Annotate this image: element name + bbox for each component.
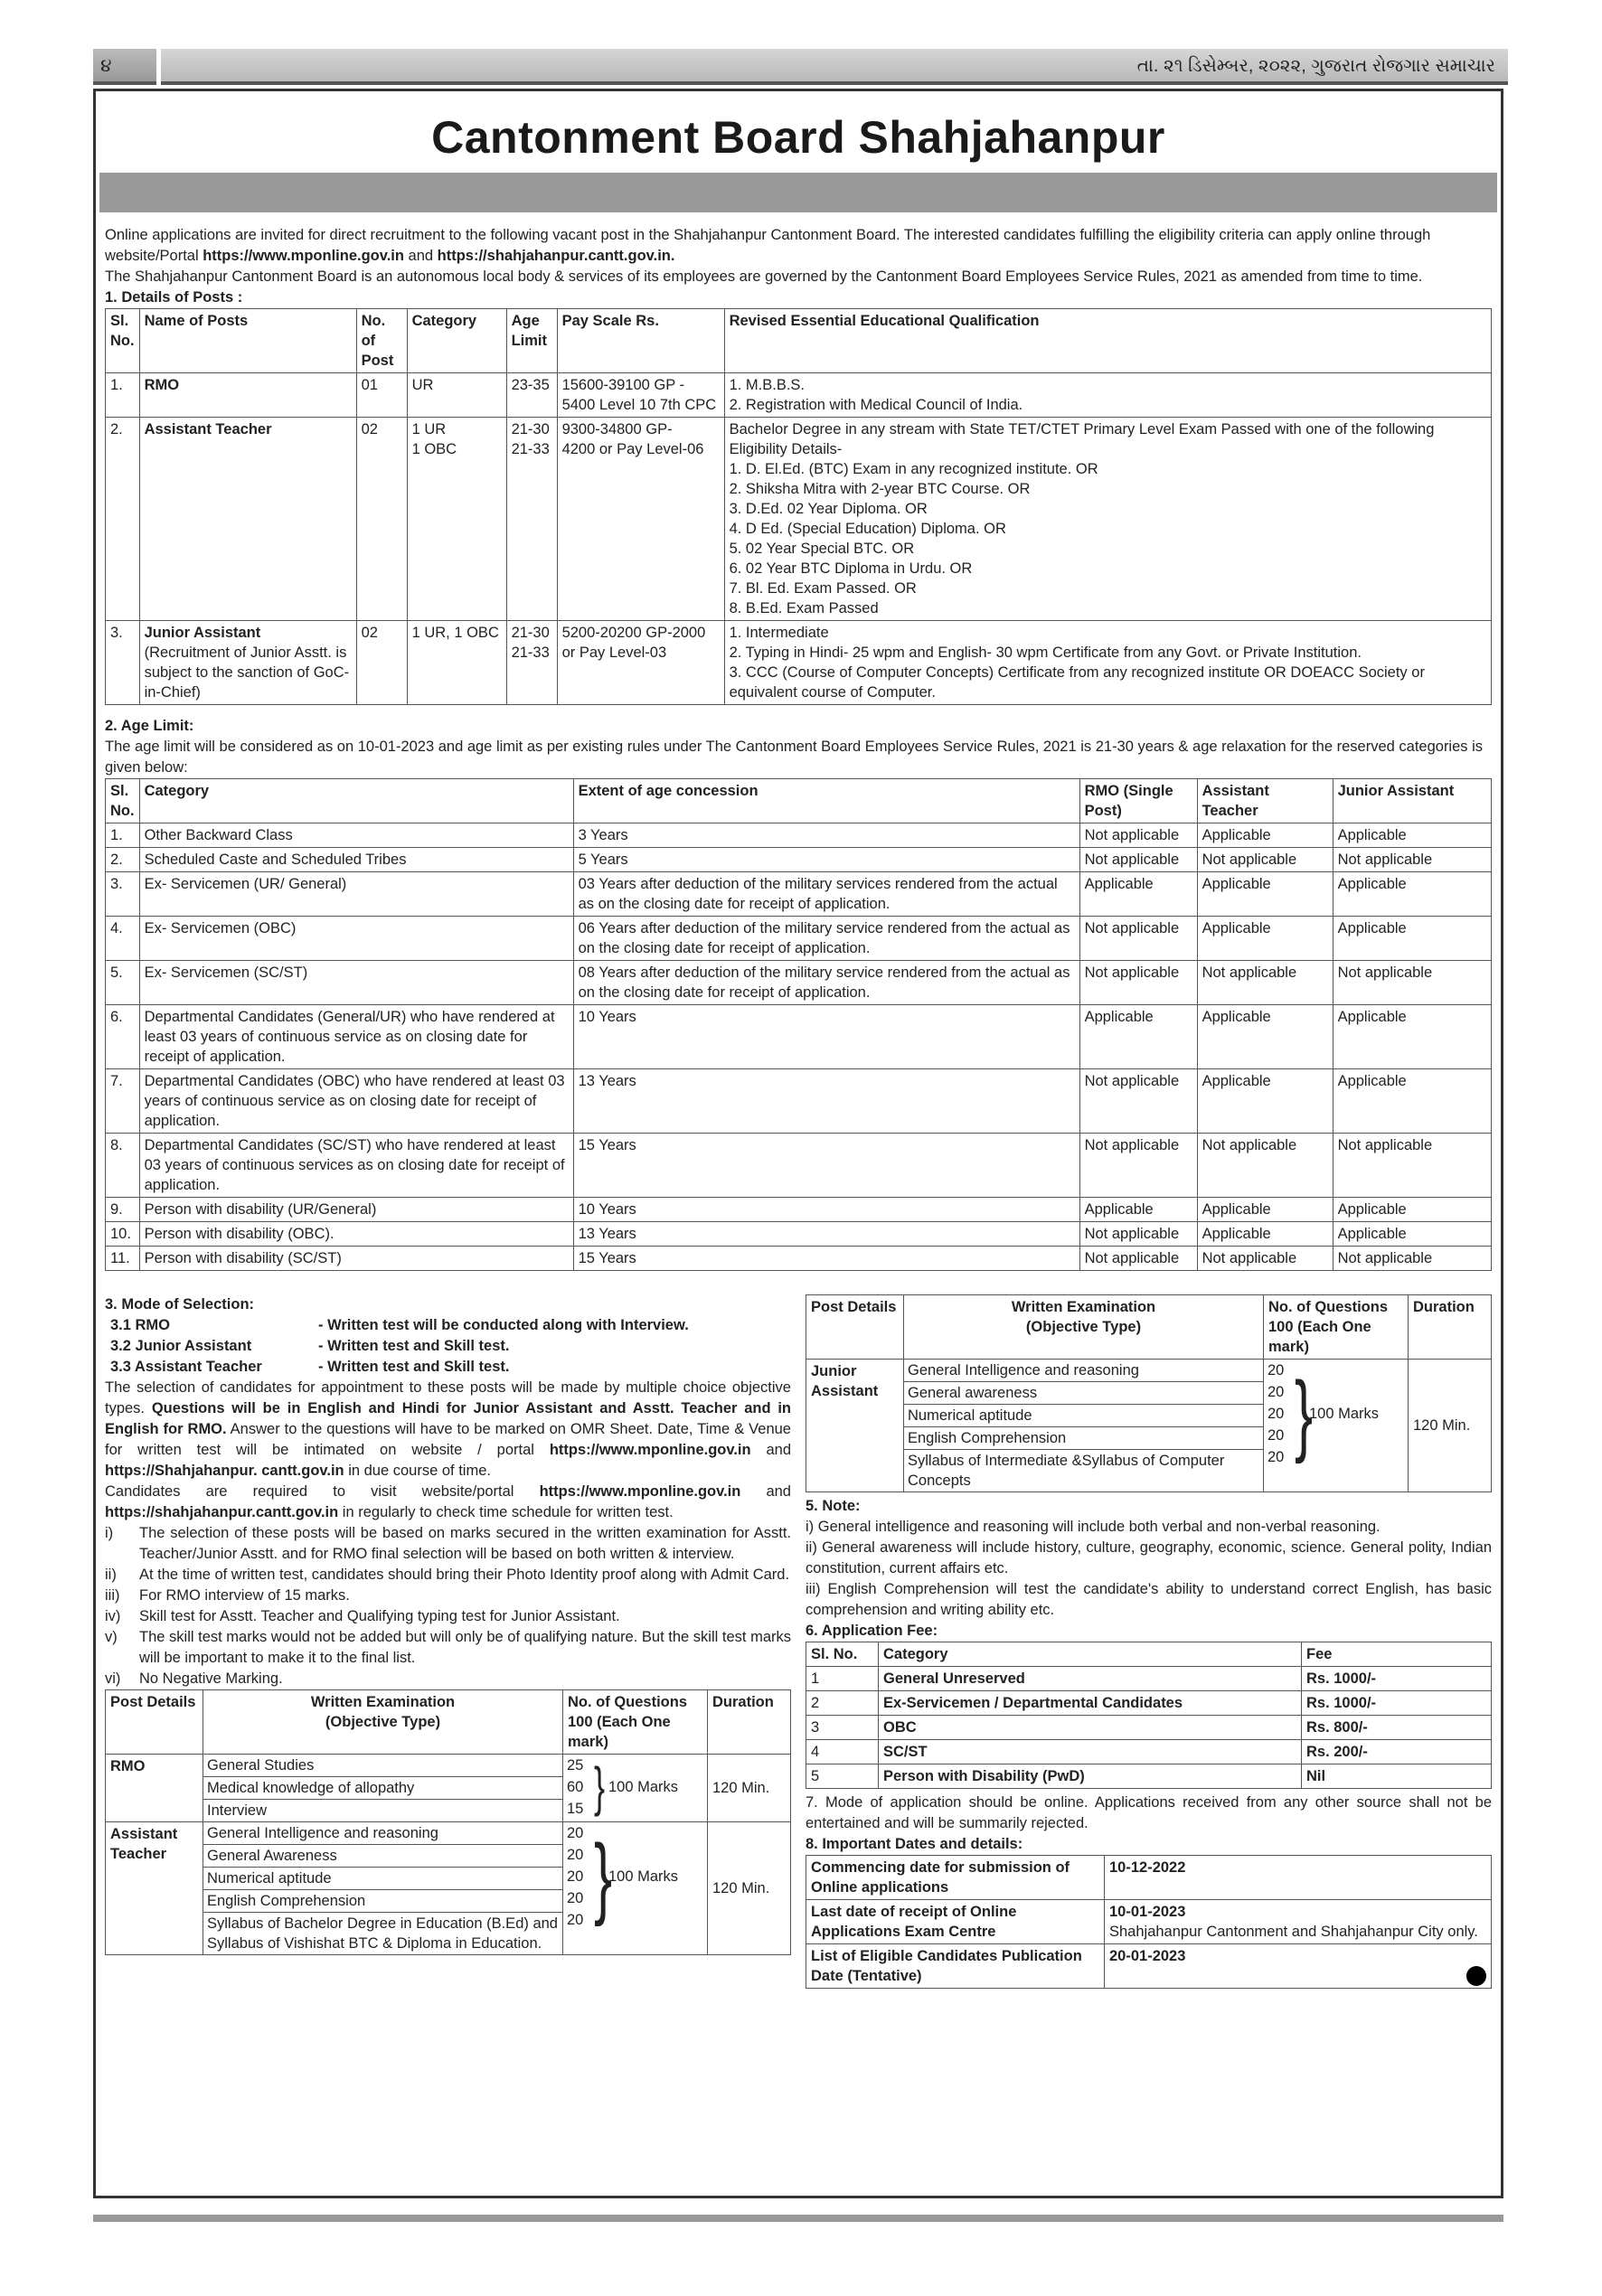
table-cell: 9. <box>106 1198 140 1222</box>
table-cell: 11. <box>106 1247 140 1271</box>
table-cell: Ex- Servicemen (SC/ST) <box>139 961 573 1005</box>
column-header: No. of Questions 100 (Each One mark) <box>563 1690 708 1755</box>
date-detail: Shahjahanpur Cantonment and Shahjahanpur City only. <box>1109 1924 1478 1940</box>
table-cell: Applicable <box>1333 1222 1491 1247</box>
post-name: RMO <box>106 1755 203 1822</box>
table-cell: 6. <box>106 1005 140 1069</box>
question-count: 20 <box>1267 1384 1285 1400</box>
selection-mode <box>105 1357 791 1378</box>
table-row <box>806 1716 1492 1740</box>
selection-item <box>105 1627 791 1669</box>
exam-group-row <box>106 1822 791 1955</box>
selection-item <box>105 1586 791 1606</box>
column-header: Category <box>879 1642 1302 1667</box>
column-header: Duration <box>708 1690 791 1755</box>
table-cell: Departmental Candidates (SC/ST) who have rendered at least 03 years of continuous services as on closing date for receipt of application. <box>139 1134 573 1198</box>
fee-table <box>806 1642 1492 1789</box>
selection-heading: 3. Mode of Selection: <box>105 1296 255 1313</box>
subject: Numerical aptitude <box>203 1868 562 1890</box>
table-cell: 01 <box>356 373 407 418</box>
post-name: RMO <box>144 377 180 393</box>
age-heading: 2. Age Limit: <box>105 718 194 734</box>
table-cell: General Unreserved <box>879 1667 1302 1691</box>
duration: 120 Min. <box>1409 1360 1492 1492</box>
subject: Interview <box>207 1802 268 1819</box>
exam-group-row <box>806 1360 1492 1492</box>
questions-cell <box>563 1755 708 1822</box>
table-cell: 8. <box>106 1134 140 1198</box>
table-cell: 3 <box>806 1716 879 1740</box>
subject: General Awareness <box>203 1845 562 1868</box>
mode-desc: - Written test and Skill test. <box>318 1359 510 1375</box>
column-header: Assistant Teacher <box>1197 779 1333 823</box>
table-cell: 23-35 <box>506 373 557 418</box>
date-value <box>1105 1900 1492 1944</box>
duration: 120 Min. <box>708 1822 791 1955</box>
table-cell: 13 Years <box>573 1222 1079 1247</box>
selection-item <box>105 1565 791 1586</box>
selection-modes <box>105 1315 791 1378</box>
table-cell: Ex- Servicemen (OBC) <box>139 917 573 961</box>
table-cell: 7. <box>106 1069 140 1134</box>
subjects-cell <box>203 1822 563 1955</box>
table-cell: 5 <box>806 1764 879 1789</box>
table-cell: Person with disability (SC/ST) <box>139 1247 573 1271</box>
table-cell: Applicable <box>1079 872 1197 917</box>
table-cell: 02 <box>356 621 407 705</box>
posts-heading: 1. Details of Posts : <box>105 289 243 306</box>
column-header: Category <box>407 309 506 373</box>
table-cell: Applicable <box>1333 872 1491 917</box>
table-cell: Person with disability (OBC). <box>139 1222 573 1247</box>
subjects-cell <box>904 1360 1264 1492</box>
mode-post: 3.2 Junior Assistant <box>110 1338 252 1354</box>
mode-post: 3.1 RMO <box>110 1317 171 1333</box>
note-heading: 5. Note: <box>806 1498 861 1514</box>
table-cell: 1 UR, 1 OBC <box>407 621 506 705</box>
table-cell: Not applicable <box>1079 1069 1197 1134</box>
table-cell: Departmental Candidates (OBC) who have rendered at least 03 years of continuous service as on closing date for receipt of application. <box>139 1069 573 1134</box>
table-row <box>106 373 1492 418</box>
selection-p2 <box>105 1482 791 1523</box>
intro-text-2: The Shahjahanpur Cantonment Board is an autonomous local body & services of its employees are governed by the Cantonment Board Employees Service Rules, 2021 as amended from time to time. <box>105 268 1423 285</box>
column-header: Fee <box>1302 1642 1492 1667</box>
note-item: iii) English Comprehension will test the candidate's ability to understand correct English, has basic comprehension and writing ability etc. <box>806 1581 1492 1618</box>
age-table <box>105 778 1492 1271</box>
table-cell: Applicable <box>1079 1005 1197 1069</box>
date-label: Commencing date for submission of Online applications <box>806 1856 1105 1900</box>
column-header: RMO (Single Post) <box>1079 779 1197 823</box>
table-cell: Not applicable <box>1079 1247 1197 1271</box>
total-marks: 100 Marks <box>1309 1406 1380 1422</box>
question-counts <box>563 1822 590 1931</box>
intro-and: and <box>403 248 438 264</box>
table-cell: 1. M.B.B.S. 2. Registration with Medical Council of India. <box>724 373 1491 418</box>
table-cell: 4. <box>106 917 140 961</box>
table-cell: UR <box>407 373 506 418</box>
item-number: vi) <box>105 1670 121 1687</box>
table-row <box>106 1134 1492 1198</box>
dates-heading: 8. Important Dates and details: <box>806 1836 1023 1852</box>
column-header: Age Limit <box>506 309 557 373</box>
date-value <box>1105 1944 1492 1989</box>
questions-wrap <box>563 1755 707 1820</box>
table-cell: 5 Years <box>573 848 1079 872</box>
column-header: Revised Essential Educational Qualification <box>724 309 1491 373</box>
table-cell: 10 Years <box>573 1005 1079 1069</box>
table-cell: 21-30 21-33 <box>506 621 557 705</box>
mode-desc: - Written test will be conducted along with Interview. <box>318 1317 689 1333</box>
t: and <box>740 1483 791 1500</box>
table-cell: Rs. 800/- <box>1302 1716 1492 1740</box>
selection-mode <box>105 1336 791 1357</box>
post-name: Junior Assistant <box>806 1360 904 1492</box>
table-row <box>106 823 1492 848</box>
item-text: No Negative Marking. <box>139 1670 283 1687</box>
mponline-link[interactable]: https://www.mponline.gov.in <box>539 1483 741 1500</box>
table-cell: 2. <box>106 848 140 872</box>
questions-wrap <box>563 1822 707 1931</box>
selection-item <box>105 1669 791 1689</box>
brace-icon: } <box>1295 1363 1314 1464</box>
table-row <box>106 1069 1492 1134</box>
question-count: 20 <box>1267 1427 1285 1444</box>
question-count: 20 <box>567 1868 584 1885</box>
subject: English Comprehension <box>203 1890 562 1913</box>
question-count: 20 <box>1267 1362 1285 1379</box>
subject: Medical knowledge of allopathy <box>203 1777 562 1800</box>
table-cell: 4 <box>806 1740 879 1764</box>
date: 10-12-2022 <box>1109 1859 1186 1876</box>
table-cell: Not applicable <box>1079 961 1197 1005</box>
header-row <box>106 1690 791 1755</box>
total-marks: 100 Marks <box>608 1868 679 1885</box>
page-title: Cantonment Board Shahjahanpur <box>431 112 1165 163</box>
table-cell: 1. <box>106 373 140 418</box>
table-cell: Not applicable <box>1333 1247 1491 1271</box>
table-row <box>806 1900 1492 1944</box>
table-cell: Applicable <box>1079 1198 1197 1222</box>
table-row <box>806 1856 1492 1900</box>
column-header: Category <box>139 779 573 823</box>
table-cell: 15 Years <box>573 1247 1079 1271</box>
table-cell: 1 <box>806 1667 879 1691</box>
question-count: 20 <box>1267 1449 1285 1465</box>
table-row <box>106 1247 1492 1271</box>
item-text: For RMO interview of 15 marks. <box>139 1587 350 1604</box>
date: 10-01-2023 <box>1109 1904 1186 1920</box>
table-cell: 02 <box>356 418 407 621</box>
table-cell: 15600-39100 GP - 5400 Level 10 7th CPC <box>557 373 724 418</box>
fee-heading: 6. Application Fee: <box>806 1623 938 1639</box>
table-cell: Applicable <box>1197 872 1333 917</box>
table-row <box>806 1740 1492 1764</box>
table-cell <box>139 418 356 621</box>
table-cell: Not applicable <box>1079 823 1197 848</box>
table-cell: Applicable <box>1333 823 1491 848</box>
table-cell: Person with Disability (PwD) <box>879 1764 1302 1789</box>
table-cell: Not applicable <box>1079 917 1197 961</box>
column-header: Sl. No. <box>806 1642 879 1667</box>
table-cell: 10 Years <box>573 1198 1079 1222</box>
subject: General awareness <box>904 1382 1263 1405</box>
table-cell: Person with disability (UR/General) <box>139 1198 573 1222</box>
table-cell: 9300-34800 GP- 4200 or Pay Level-06 <box>557 418 724 621</box>
column-header: Pay Scale Rs. <box>557 309 724 373</box>
table-row <box>106 872 1492 917</box>
item-text: The selection of these posts will be based on marks secured in the written examination for Asstt. Teacher/Junior Asstt. and for RMO final selection will be based on both written & interview. <box>139 1525 791 1562</box>
table-cell: Rs. 1000/- <box>1302 1667 1492 1691</box>
selection-items <box>105 1523 791 1689</box>
table-cell: Ex- Servicemen (UR/ General) <box>139 872 573 917</box>
subject: Numerical aptitude <box>904 1405 1263 1427</box>
table-row <box>106 621 1492 705</box>
column-header: No. of Questions 100 (Each One mark) <box>1264 1295 1409 1360</box>
item-number: i) <box>105 1525 114 1541</box>
table-cell: 3. <box>106 621 140 705</box>
item-number: iii) <box>105 1587 120 1604</box>
table-cell: Rs. 200/- <box>1302 1740 1492 1764</box>
table-row <box>106 848 1492 872</box>
note-item: i) General intelligence and reasoning will include both verbal and non-verbal reasoning. <box>806 1519 1381 1535</box>
question-count: 20 <box>567 1825 584 1841</box>
exam-table-left <box>105 1689 791 1955</box>
table-cell <box>139 373 356 418</box>
item-number: v) <box>105 1629 118 1645</box>
left-column <box>105 1294 791 1989</box>
item-text: At the time of written test, candidates should bring their Photo Identity proof along with Admit Card. <box>139 1567 790 1583</box>
table-cell: Scheduled Caste and Scheduled Tribes <box>139 848 573 872</box>
table-row <box>806 1667 1492 1691</box>
table-cell: Not applicable <box>1079 848 1197 872</box>
table-cell: 1. Intermediate 2. Typing in Hindi- 25 wpm and English- 30 wpm Certificate from any Govt. or Private Institution. 3. CCC (Course of Computer Concepts) Certificate from any recognized institute OR DOEACC Society or equivalent course of Computer. <box>724 621 1491 705</box>
total-marks: 100 Marks <box>608 1779 679 1795</box>
table-cell: Applicable <box>1197 1069 1333 1134</box>
question-count: 15 <box>567 1801 584 1817</box>
table-row <box>106 1198 1492 1222</box>
table-cell: 08 Years after deduction of the military service rendered from the actual as on the closing date for receipt of application. <box>573 961 1079 1005</box>
table-cell: 10. <box>106 1222 140 1247</box>
page-number: ૪ <box>93 49 156 85</box>
duration: 120 Min. <box>708 1755 791 1822</box>
newspaper-date-header: તા. ૨૧ ડિસેમ્બર, ૨૦૨૨, ગુજરાત રોજગાર સમાચાર <box>161 49 1508 85</box>
selection-item <box>105 1606 791 1627</box>
cantt-link[interactable]: https://Shahjahanpur. cantt.gov.in <box>105 1463 344 1479</box>
post-name: Junior Assistant <box>144 625 261 641</box>
column-header: Duration <box>1409 1295 1492 1360</box>
column-header: Sl. No. <box>106 779 140 823</box>
table-cell: 5200-20200 GP-2000 or Pay Level-03 <box>557 621 724 705</box>
table-cell: 5. <box>106 961 140 1005</box>
t: in due course of time. <box>344 1463 491 1479</box>
table-cell: 03 Years after deduction of the military services rendered from the actual as on the closing date for receipt of application. <box>573 872 1079 917</box>
question-count: 20 <box>567 1847 584 1863</box>
column-header: Sl. No. <box>106 309 140 373</box>
cantt-link[interactable]: https://shahjahanpur.cantt.gov.in. <box>437 248 675 264</box>
column-header: Post Details <box>806 1295 904 1360</box>
table-cell: Applicable <box>1197 1198 1333 1222</box>
subject: General Intelligence and reasoning <box>904 1360 1263 1382</box>
table-cell: 2. <box>106 418 140 621</box>
table-cell: Not applicable <box>1197 1247 1333 1271</box>
table-row <box>106 1222 1492 1247</box>
questions-wrap <box>1264 1360 1408 1468</box>
table-cell: 3. <box>106 872 140 917</box>
table-cell: OBC <box>879 1716 1302 1740</box>
table-cell: Ex-Servicemen / Departmental Candidates <box>879 1691 1302 1716</box>
advertisement <box>93 89 1503 2198</box>
subject: General Intelligence and reasoning <box>203 1822 562 1845</box>
selection-item <box>105 1523 791 1565</box>
table-cell: Not applicable <box>1333 1134 1491 1198</box>
table-row <box>806 1764 1492 1789</box>
selection-mode <box>105 1315 791 1336</box>
intro-p1: Online applications are invited for direct recruitment to the following vacant post in the Shahjahanpur Cantonment Board. The interested candidates fulfilling the eligibility criteria can apply online through website/Portal <box>105 227 1431 264</box>
date: 20-01-2023 <box>1109 1948 1186 1964</box>
subject: Syllabus of Bachelor Degree in Education (B.Ed) and Syllabus of Vishishat BTC & Diploma in Education. <box>207 1915 558 1952</box>
table-cell: 2 <box>806 1691 879 1716</box>
header-row <box>106 309 1492 373</box>
table-cell: Departmental Candidates (General/UR) who have rendered at least 03 years of continuous service as on closing date for receipt of application. <box>139 1005 573 1069</box>
grey-band <box>99 173 1497 212</box>
subject: English Comprehension <box>904 1427 1263 1450</box>
item-number: ii) <box>105 1567 117 1583</box>
table-cell: Not applicable <box>1333 848 1491 872</box>
question-counts <box>1264 1360 1291 1468</box>
table-cell: 15 Years <box>573 1134 1079 1198</box>
date-value <box>1105 1856 1492 1900</box>
header-row <box>106 779 1492 823</box>
subjects-cell <box>203 1755 563 1822</box>
table-cell: Applicable <box>1197 1222 1333 1247</box>
table-cell: 1. <box>106 823 140 848</box>
exam-group-row <box>106 1755 791 1822</box>
questions-cell <box>1264 1360 1409 1492</box>
column-header: Junior Assistant <box>1333 779 1491 823</box>
column-header: Extent of age concession <box>573 779 1079 823</box>
table-cell: Not applicable <box>1197 961 1333 1005</box>
table-row <box>806 1944 1492 1989</box>
exam-table-right <box>806 1294 1492 1492</box>
note-item: ii) General awareness will include history, culture, geography, economic, science. General polity, Indian constitution, current affairs etc. <box>806 1539 1492 1576</box>
table-cell: Not applicable <box>1333 961 1491 1005</box>
column-header: Name of Posts <box>139 309 356 373</box>
mode-post: 3.3 Assistant Teacher <box>110 1359 262 1375</box>
t: in regularly to check time schedule for written test. <box>338 1504 674 1520</box>
item-text: The skill test marks would not be added but will only be of qualifying nature. But the skill test marks will be important to make it to the final list. <box>139 1629 791 1666</box>
table-cell: Applicable <box>1333 917 1491 961</box>
table-cell: Applicable <box>1333 1198 1491 1222</box>
table-cell: Applicable <box>1197 1005 1333 1069</box>
table-row <box>106 1005 1492 1069</box>
selection-p1 <box>105 1378 791 1482</box>
table-cell: SC/ST <box>879 1740 1302 1764</box>
post-note: (Recruitment of Junior Asstt. is subject to the sanction of GoC-in-Chief) <box>144 645 350 701</box>
column-header: Post Details <box>106 1690 203 1755</box>
header-row <box>806 1642 1492 1667</box>
t: Answer to the questions will have to be marked on OMR Sheet. Date, Time & Venue for written test will be intimated on website / portal <box>105 1421 791 1458</box>
question-count: 60 <box>567 1779 584 1795</box>
post-name: Assistant Teacher <box>106 1822 203 1955</box>
column-header: No. of Post <box>356 309 407 373</box>
table-cell: Other Backward Class <box>139 823 573 848</box>
table-cell: Applicable <box>1197 823 1333 848</box>
item-number: iv) <box>105 1608 121 1624</box>
date-label: List of Eligible Candidates Publication Date (Tentative) <box>806 1944 1105 1989</box>
cantt-link[interactable]: https://shahjahanpur.cantt.gov.in <box>105 1504 339 1520</box>
right-column <box>806 1294 1492 1989</box>
table-cell: Bachelor Degree in any stream with State TET/CTET Primary Level Exam Passed with one of the following Eligibility Details- 1. D. El.Ed. (BTC) Exam in any recognized institute. OR 2. Shiksha Mitra with 2-year BTC Course. OR 3. D.Ed. 02 Year Diploma. OR 4. D Ed. (Special Education) Diploma. OR 5. 02 Year Special BTC. OR 6. 02 Year BTC Diploma in Urdu. OR 7. Bl. Ed. Exam Passed. OR 8. B.Ed. Exam Passed <box>724 418 1491 621</box>
table-row <box>106 961 1492 1005</box>
header-row <box>806 1295 1492 1360</box>
table-cell: Applicable <box>1333 1005 1491 1069</box>
question-count: 20 <box>1267 1406 1285 1422</box>
table-row <box>806 1691 1492 1716</box>
table-cell: Not applicable <box>1079 1134 1197 1198</box>
table-cell: Not applicable <box>1197 1134 1333 1198</box>
table-cell: Rs. 1000/- <box>1302 1691 1492 1716</box>
table-cell: Applicable <box>1197 917 1333 961</box>
table-cell: Applicable <box>1333 1069 1491 1134</box>
brace-icon: } <box>594 1826 613 1927</box>
age-text: The age limit will be considered as on 10-01-2023 and age limit as per existing rules under The Cantonment Board Employees Service Rules, 2021 is 21-30 years & age relaxation for the reserved categories is given below: <box>105 739 1484 776</box>
mode-desc: - Written test and Skill test. <box>318 1338 510 1354</box>
question-counts <box>563 1755 590 1820</box>
table-cell: 06 Years after deduction of the military service rendered from the actual as on the closing date for receipt of application. <box>573 917 1079 961</box>
table-cell <box>139 621 356 705</box>
date-label: Last date of receipt of Online Applications Exam Centre <box>806 1900 1105 1944</box>
post-name: Assistant Teacher <box>144 421 272 438</box>
t: Questions will be in English and Hindi for Junior Assistant and Asstt. Teacher and in English for RMO. <box>105 1400 791 1437</box>
table-row <box>106 917 1492 961</box>
bottom-rule <box>93 2215 1503 2222</box>
table-row <box>106 418 1492 621</box>
question-count: 25 <box>567 1757 584 1774</box>
mode-of-application: 7. Mode of application should be online. Applications received from any other source shall not be entertained and will be summarily rejected. <box>806 1794 1492 1831</box>
questions-cell <box>563 1822 708 1955</box>
dates-table <box>806 1855 1492 1989</box>
subject: General Studies <box>203 1755 562 1777</box>
table-cell: 13 Years <box>573 1069 1079 1134</box>
table-cell: 1 UR 1 OBC <box>407 418 506 621</box>
table-cell: 3 Years <box>573 823 1079 848</box>
t: and <box>750 1442 791 1458</box>
table-cell: Nil <box>1302 1764 1492 1789</box>
brace-icon: } <box>594 1756 606 1817</box>
table-cell: Not applicable <box>1079 1222 1197 1247</box>
subject: Syllabus of Intermediate &Syllabus of Computer Concepts <box>908 1453 1225 1489</box>
item-text: Skill test for Asstt. Teacher and Qualifying typing test for Junior Assistant. <box>139 1608 620 1624</box>
table-cell: Not applicable <box>1197 848 1333 872</box>
column-header: Written Examination (Objective Type) <box>904 1295 1264 1360</box>
mponline-link[interactable]: https://www.mponline.gov.in <box>549 1442 751 1458</box>
question-count: 20 <box>567 1912 584 1928</box>
mponline-link[interactable]: https://www.mponline.gov.in <box>203 248 404 264</box>
t: Candidates are required to visit website/portal <box>105 1483 540 1500</box>
posts-table <box>105 308 1492 705</box>
t: The selection of candidates for appointment to these posts will be made by multiple choice objective types. <box>105 1379 791 1416</box>
notes <box>806 1517 1492 1621</box>
question-count: 20 <box>567 1890 584 1906</box>
column-header: Written Examination (Objective Type) <box>203 1690 563 1755</box>
end-dot-icon <box>1466 1966 1486 1986</box>
table-cell: 21-30 21-33 <box>506 418 557 621</box>
intro-text <box>105 225 1492 267</box>
